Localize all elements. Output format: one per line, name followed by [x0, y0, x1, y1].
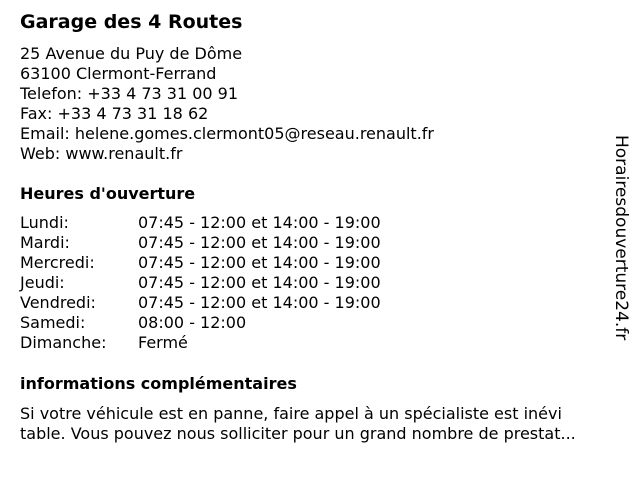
business-name: Garage des 4 Routes [20, 11, 243, 33]
address-city: 63100 Clermont-Ferrand [20, 64, 217, 83]
day-label: Mardi: [20, 233, 70, 252]
watermark-text: Horairesdouverture24.fr [611, 135, 631, 341]
day-label: Vendredi: [20, 293, 96, 312]
day-label: Lundi: [20, 213, 69, 232]
info-line: Si votre véhicule est en panne, faire appel à un spécialiste est inévi [20, 404, 562, 423]
phone-number: Telefon: +33 4 73 31 00 91 [20, 84, 239, 103]
fax-number: Fax: +33 4 73 31 18 62 [20, 104, 209, 123]
day-label: Mercredi: [20, 253, 95, 272]
day-hours: 07:45 - 12:00 et 14:00 - 19:00 [138, 293, 381, 312]
email-address: Email: helene.gomes.clermont05@reseau.renault.fr [20, 124, 434, 143]
day-label: Jeudi: [20, 273, 65, 292]
day-hours: Fermé [138, 333, 188, 352]
website: Web: www.renault.fr [20, 144, 183, 163]
additional-info-heading: informations complémentaires [20, 374, 297, 393]
opening-hours-heading: Heures d'ouverture [20, 184, 196, 203]
day-label: Dimanche: [20, 333, 107, 352]
address-street: 25 Avenue du Puy de Dôme [20, 44, 243, 63]
info-line: table. Vous pouvez nous solliciter pour un grand nombre de prestat... [20, 424, 576, 443]
contact-block [20, 44, 434, 164]
additional-info-text [20, 404, 630, 444]
day-hours: 08:00 - 12:00 [138, 313, 247, 332]
day-hours: 07:45 - 12:00 et 14:00 - 19:00 [138, 233, 381, 252]
day-hours: 07:45 - 12:00 et 14:00 - 19:00 [138, 213, 381, 232]
site-watermark [608, 135, 634, 371]
day-hours: 07:45 - 12:00 et 14:00 - 19:00 [138, 253, 381, 272]
day-hours: 07:45 - 12:00 et 14:00 - 19:00 [138, 273, 381, 292]
day-label: Samedi: [20, 313, 86, 332]
